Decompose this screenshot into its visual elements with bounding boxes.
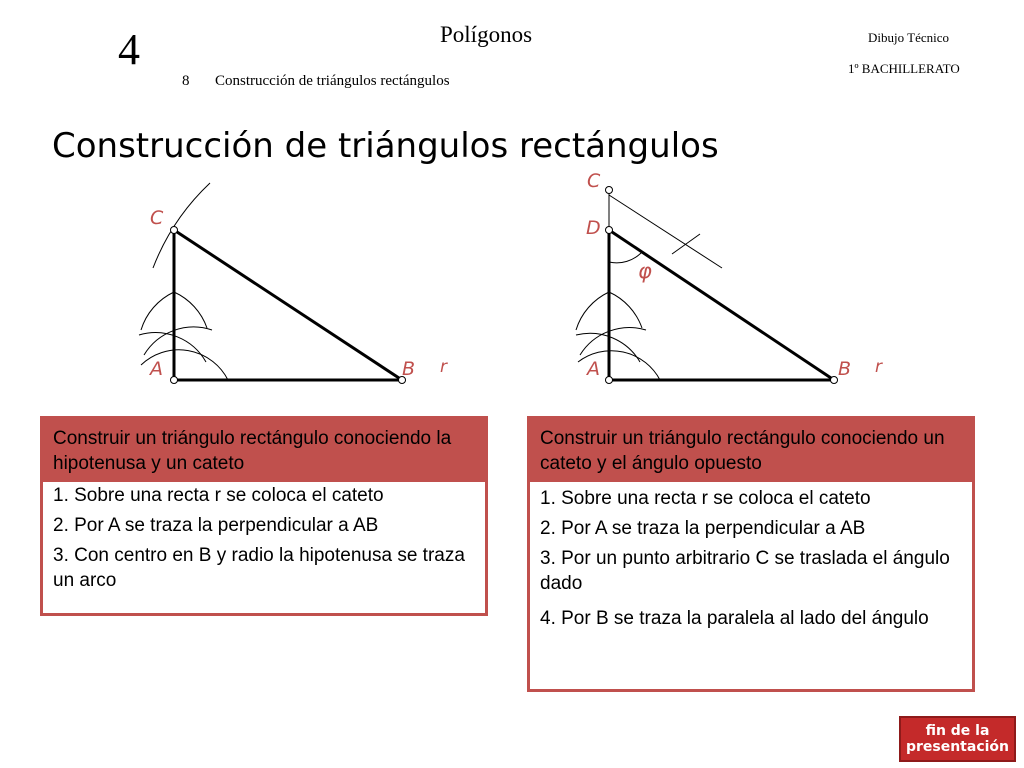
section-number: 8 [182,73,190,89]
box-title: Construir un triángulo rectángulo conociendo la hipotenusa y un cateto [43,419,485,482]
end-button-line2: presentación [905,739,1010,755]
label-d: D [586,217,601,239]
section-title: Construcción de triángulos rectángulos [215,73,450,89]
end-presentation-button[interactable] [899,716,1016,762]
point-b [831,377,838,384]
perpendicular-arc-right [609,292,642,328]
label-c: C [587,170,601,192]
step-item: 1. Sobre una recta r se coloca el cateto [540,488,871,509]
step-item: 2. Por A se traza la perpendicular a AB [53,515,379,536]
step-item: 4. Por B se traza la paralela al lado del ángulo [540,608,929,629]
label-r: r [440,357,447,377]
step-item: 3. Con centro en B y radio la hipotenusa se traza un arco [53,545,465,591]
step-item: 1. Sobre una recta r se coloca el cateto [53,485,384,506]
box-title: Construir un triángulo rectángulo conociendo un cateto y el ángulo opuesto [530,419,972,482]
hypotenuse-db [609,230,834,380]
label-b: B [838,358,852,380]
chapter-title: Polígonos [440,22,533,47]
instructions-box-angle [527,416,975,692]
point-a [606,377,613,384]
point-d [606,227,613,234]
end-button-line1: fin de la [925,723,990,739]
label-a: A [587,358,600,380]
step-item: 2. Por A se traza la perpendicular a AB [540,518,866,539]
label-phi: φ [638,259,652,283]
label-r: r [875,357,882,377]
perpendicular-arc-left [576,292,609,330]
point-c [606,187,613,194]
step-item: 3. Por un punto arbitrario C se traslada el ángulo dado [540,548,950,594]
label-b: B [402,358,416,380]
label-c: C [150,207,164,229]
page-title: Construcción de triángulos rectángulos [52,126,719,166]
subject-label: Dibujo Técnico [868,30,949,45]
angle-side-line [609,195,722,268]
level-label: 1º BACHILLERATO [848,61,960,76]
instructions-box-hypotenuse [40,416,488,616]
label-a: A [150,358,163,380]
chapter-number: 4 [118,25,140,74]
